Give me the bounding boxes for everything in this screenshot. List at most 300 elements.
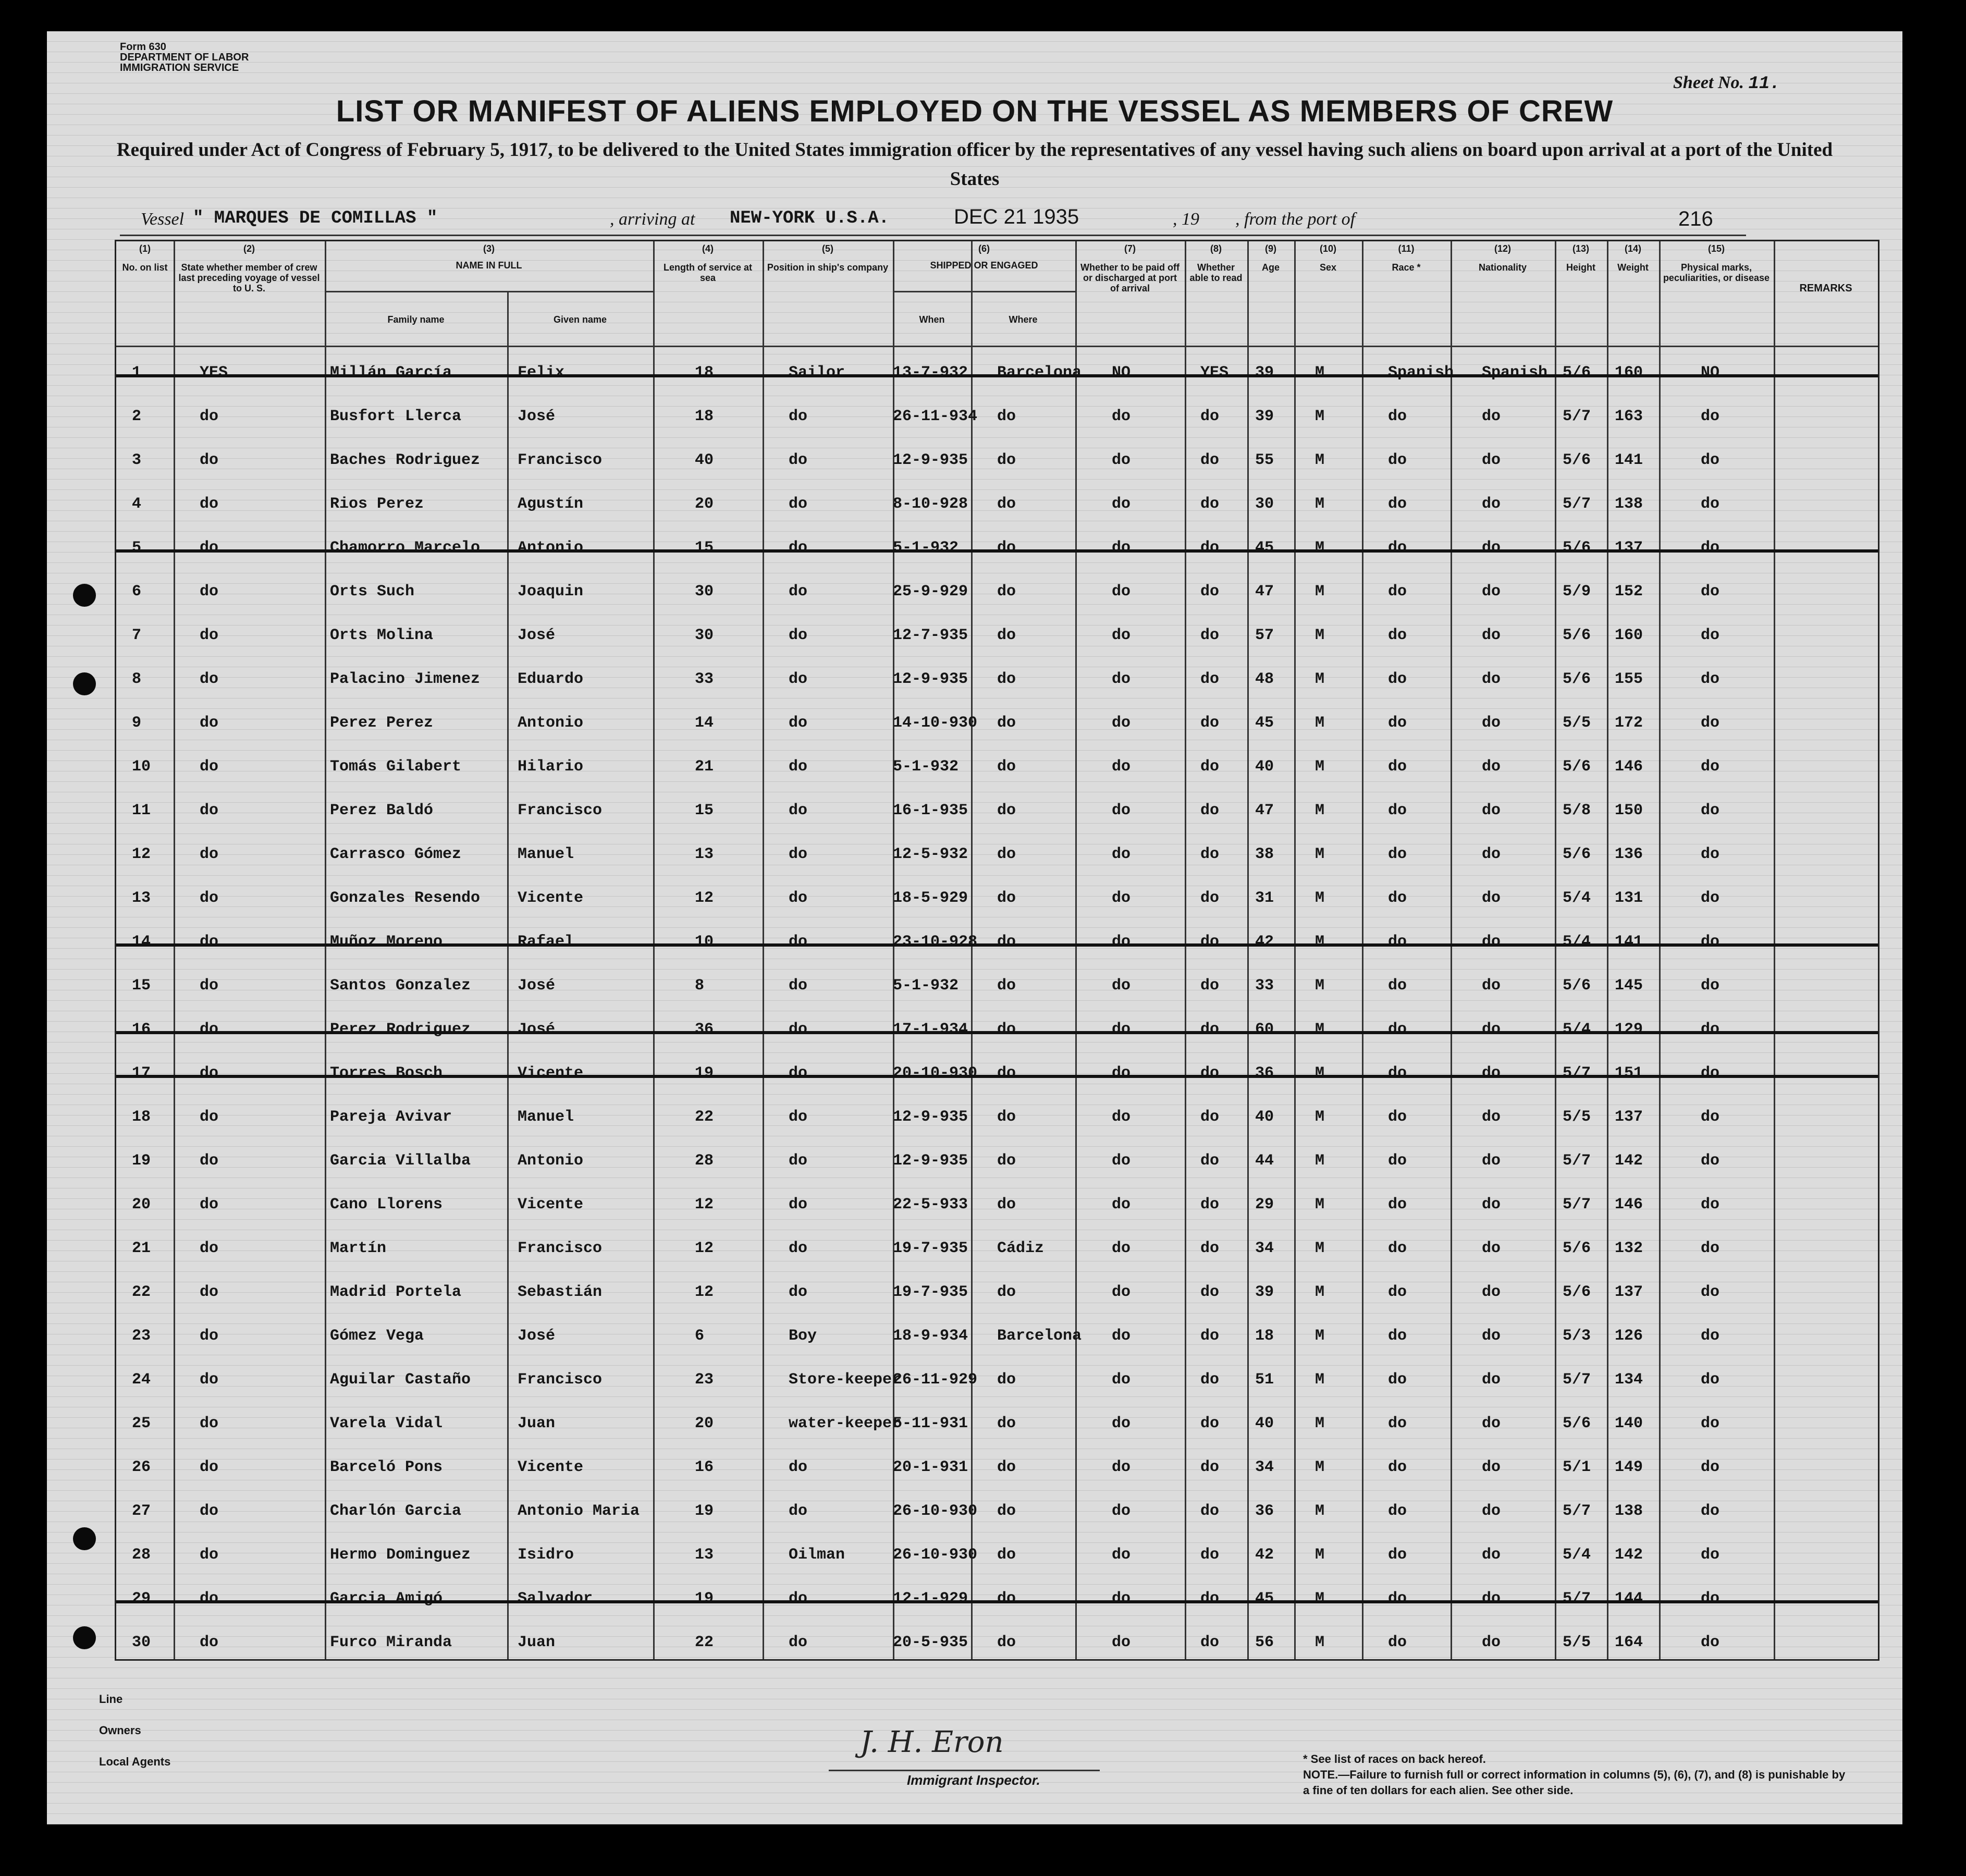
nationality: do: [1482, 1546, 1501, 1564]
column-number: (13): [1572, 243, 1589, 254]
row-number: 22: [132, 1283, 151, 1301]
age: 39: [1255, 1283, 1274, 1301]
prev-voyage: do: [200, 977, 219, 995]
shipped-where: do: [997, 408, 1016, 425]
nationality: do: [1482, 670, 1501, 688]
service-length: 15: [695, 539, 714, 557]
sex: M: [1315, 1152, 1325, 1170]
row-number: 13: [132, 889, 151, 907]
able-to-read: do: [1200, 889, 1220, 907]
prev-voyage: do: [200, 758, 219, 776]
nationality: do: [1482, 1415, 1501, 1432]
position: do: [789, 933, 808, 951]
physical-marks: do: [1701, 1196, 1720, 1213]
given-name: Sebastián: [518, 1283, 603, 1301]
position: Oilman: [789, 1546, 845, 1564]
nationality: do: [1482, 1064, 1501, 1082]
paid-off: do: [1112, 1415, 1131, 1432]
height: 5/3: [1563, 1327, 1591, 1345]
row-number: 24: [132, 1371, 151, 1389]
race: do: [1388, 889, 1407, 907]
row-number: 6: [132, 583, 142, 600]
table-row: [116, 835, 1878, 877]
service-length: 13: [695, 845, 714, 863]
paid-off: do: [1112, 1590, 1131, 1608]
column-number: (5): [822, 243, 833, 254]
able-to-read: do: [1200, 539, 1220, 557]
physical-marks: do: [1701, 1327, 1720, 1345]
race: do: [1388, 1064, 1407, 1082]
shipped-when: 20-10-930: [893, 1064, 978, 1082]
nationality: do: [1482, 1152, 1501, 1170]
shipped-when: 26-10-930: [893, 1546, 978, 1564]
table-row: [116, 529, 1878, 570]
family-name: Orts Such: [330, 583, 415, 600]
row-number: 21: [132, 1240, 151, 1257]
family-name: Tomás Gilabert: [330, 758, 462, 776]
prev-voyage: do: [200, 495, 219, 513]
row-number: 20: [132, 1196, 151, 1213]
weight: 144: [1615, 1590, 1643, 1608]
footer-notes: [1303, 1751, 1850, 1798]
family-name: Baches Rodriguez: [330, 451, 481, 469]
race: do: [1388, 408, 1407, 425]
table-row: [116, 572, 1878, 614]
column-number: (14): [1624, 243, 1641, 254]
service-length: 21: [695, 758, 714, 776]
height: 5/6: [1563, 1283, 1591, 1301]
sex: M: [1315, 495, 1325, 513]
able-to-read: do: [1200, 1240, 1220, 1257]
age: 55: [1255, 451, 1274, 469]
height: 5/7: [1563, 495, 1591, 513]
shipped-when: 16-1-935: [893, 802, 968, 819]
position: do: [789, 714, 808, 732]
given-name: José: [518, 627, 556, 644]
weight: 138: [1615, 1502, 1643, 1520]
sex: M: [1315, 714, 1325, 732]
physical-marks: do: [1701, 1064, 1720, 1082]
position: do: [789, 495, 808, 513]
shipped-when: 5-1-932: [893, 977, 959, 995]
paid-off: do: [1112, 1283, 1131, 1301]
weight: 155: [1615, 670, 1643, 688]
able-to-read: YES: [1200, 364, 1229, 382]
race: do: [1388, 802, 1407, 819]
table-row: [116, 1185, 1878, 1227]
shipped-where: do: [997, 583, 1016, 600]
prev-voyage: do: [200, 627, 219, 644]
paid-off: do: [1112, 1371, 1131, 1389]
given-name: Agustín: [518, 495, 584, 513]
service-length: 19: [695, 1502, 714, 1520]
line-label: Line: [99, 1693, 123, 1706]
arriving-label: , arriving at: [610, 210, 695, 229]
able-to-read: do: [1200, 451, 1220, 469]
row-number: 2: [132, 408, 142, 425]
given-name: Hilario: [518, 758, 584, 776]
row-number: 23: [132, 1327, 151, 1345]
position: do: [789, 1021, 808, 1038]
nationality: do: [1482, 1108, 1501, 1126]
service-length: 12: [695, 1240, 714, 1257]
shipped-when: 19-7-935: [893, 1283, 968, 1301]
table-row: [116, 441, 1878, 483]
table-row: [116, 704, 1878, 745]
shipped-when: 25-9-929: [893, 583, 968, 600]
height: 5/6: [1563, 670, 1591, 688]
physical-marks: do: [1701, 1371, 1720, 1389]
height: 5/7: [1563, 1590, 1591, 1608]
table-row: [116, 1623, 1878, 1665]
table-row: [116, 1317, 1878, 1358]
family-name: Millán García: [330, 364, 452, 382]
header-rule: [116, 346, 1878, 347]
vessel-number: 216: [1678, 207, 1713, 230]
paid-off: do: [1112, 845, 1131, 863]
nationality: do: [1482, 539, 1501, 557]
row-number: 8: [132, 670, 142, 688]
row-number: 19: [132, 1152, 151, 1170]
weight: 137: [1615, 1108, 1643, 1126]
given-name: Antonio Maria: [518, 1502, 640, 1520]
shipped-where: do: [997, 1108, 1016, 1126]
physical-marks: do: [1701, 714, 1720, 732]
height: 5/7: [1563, 1064, 1591, 1082]
paid-off: do: [1112, 1108, 1131, 1126]
family-name: Santos Gonzalez: [330, 977, 471, 995]
from-port-label: , from the port of: [1235, 210, 1356, 229]
crew-table: [115, 240, 1879, 1661]
race: do: [1388, 583, 1407, 600]
nationality: do: [1482, 627, 1501, 644]
prev-voyage: do: [200, 1546, 219, 1564]
able-to-read: do: [1200, 627, 1220, 644]
sex: M: [1315, 1196, 1325, 1213]
able-to-read: do: [1200, 1458, 1220, 1476]
service-length: 8: [695, 977, 705, 995]
shipped-where: do: [997, 1196, 1016, 1213]
column-header: Race *: [1392, 262, 1421, 273]
age: 45: [1255, 1590, 1274, 1608]
age: 45: [1255, 714, 1274, 732]
shipped-when: 19-7-935: [893, 1240, 968, 1257]
row-number: 4: [132, 495, 142, 513]
nationality: do: [1482, 758, 1501, 776]
physical-marks: do: [1701, 933, 1720, 951]
shipped-when: 12-9-935: [893, 670, 968, 688]
signature-rule: [829, 1770, 1100, 1771]
able-to-read: do: [1200, 977, 1220, 995]
table-row: [116, 1098, 1878, 1139]
paid-off: do: [1112, 802, 1131, 819]
paid-off: do: [1112, 539, 1131, 557]
race: do: [1388, 1371, 1407, 1389]
physical-marks: do: [1701, 1590, 1720, 1608]
column-number: (12): [1494, 243, 1511, 254]
service-length: 40: [695, 451, 714, 469]
shipped-where: do: [997, 627, 1016, 644]
age: 48: [1255, 670, 1274, 688]
shipped-where: do: [997, 977, 1016, 995]
row-number: 11: [132, 802, 151, 819]
prev-voyage: do: [200, 583, 219, 600]
shipped-where: do: [997, 758, 1016, 776]
position: do: [789, 408, 808, 425]
physical-marks: do: [1701, 1021, 1720, 1038]
table-row: [116, 923, 1878, 964]
able-to-read: do: [1200, 1327, 1220, 1345]
paid-off: do: [1112, 1327, 1131, 1345]
family-name: Muñoz Moreno: [330, 933, 443, 951]
nationality: do: [1482, 802, 1501, 819]
able-to-read: do: [1200, 1371, 1220, 1389]
able-to-read: do: [1200, 1152, 1220, 1170]
position: do: [789, 845, 808, 863]
physical-marks: do: [1701, 1152, 1720, 1170]
height: 5/5: [1563, 714, 1591, 732]
year-label: , 19: [1173, 210, 1199, 229]
table-row: [116, 1010, 1878, 1052]
sex: M: [1315, 1502, 1325, 1520]
shipped-when: 5-1-932: [893, 539, 959, 557]
weight: 150: [1615, 802, 1643, 819]
age: 36: [1255, 1064, 1274, 1082]
service-length: 22: [695, 1108, 714, 1126]
form-header: [120, 42, 249, 73]
shipped-when: 12-9-935: [893, 451, 968, 469]
shipped-where: do: [997, 670, 1016, 688]
paid-off: do: [1112, 1502, 1131, 1520]
sex: M: [1315, 933, 1325, 951]
column-number: (8): [1210, 243, 1222, 254]
shipped-where: do: [997, 1283, 1016, 1301]
table-row: [116, 791, 1878, 833]
physical-marks: do: [1701, 451, 1720, 469]
prev-voyage: do: [200, 1371, 219, 1389]
service-length: 19: [695, 1590, 714, 1608]
table-row: [116, 1448, 1878, 1490]
nationality: do: [1482, 1590, 1501, 1608]
table-row: [116, 966, 1878, 1008]
shipped-when: 8-10-928: [893, 495, 968, 513]
shipped-when: 17-1-934: [893, 1021, 968, 1038]
subheader-rule: [893, 291, 1075, 292]
sex: M: [1315, 583, 1325, 600]
weight: 164: [1615, 1634, 1643, 1651]
age: 30: [1255, 495, 1274, 513]
position: do: [789, 1064, 808, 1082]
page-title: LIST OR MANIFEST OF ALIENS EMPLOYED ON THE VESSEL AS MEMBERS OF CREW: [336, 94, 1614, 128]
table-row: [116, 1360, 1878, 1402]
physical-marks: do: [1701, 1546, 1720, 1564]
height: 5/6: [1563, 758, 1591, 776]
shipped-when: 26-10-930: [893, 1502, 978, 1520]
age: 34: [1255, 1458, 1274, 1476]
column-header: State whether member of crew last preceding voyage of vessel to U. S.: [178, 262, 320, 293]
height: 5/7: [1563, 1502, 1591, 1520]
prev-voyage: do: [200, 1634, 219, 1651]
service-length: 10: [695, 933, 714, 951]
shipped-when: 23-10-928: [893, 933, 978, 951]
inspector-label: Immigrant Inspector.: [907, 1772, 1040, 1788]
service-length: 16: [695, 1458, 714, 1476]
nationality: do: [1482, 583, 1501, 600]
nationality: do: [1482, 1634, 1501, 1651]
shipped-when: 18-9-934: [893, 1327, 968, 1345]
weight: 142: [1615, 1152, 1643, 1170]
physical-marks: NO: [1701, 364, 1720, 382]
race: do: [1388, 758, 1407, 776]
column-header: Height: [1566, 262, 1595, 273]
height: 5/6: [1563, 539, 1591, 557]
position: do: [789, 889, 808, 907]
family-name: Garcia Amigó: [330, 1590, 443, 1608]
column-header: Whether able to read: [1189, 262, 1243, 283]
race: do: [1388, 1327, 1407, 1345]
sex: M: [1315, 1371, 1325, 1389]
family-name: Torres Bosch: [330, 1064, 443, 1082]
service-length: 19: [695, 1064, 714, 1082]
prev-voyage: do: [200, 1108, 219, 1126]
age: 44: [1255, 1152, 1274, 1170]
race: do: [1388, 1634, 1407, 1651]
weight: 131: [1615, 889, 1643, 907]
height: 5/7: [1563, 1196, 1591, 1213]
paid-off: do: [1112, 714, 1131, 732]
service-length: 28: [695, 1152, 714, 1170]
weight: 145: [1615, 977, 1643, 995]
shipped-where: do: [997, 1634, 1016, 1651]
nationality: do: [1482, 1240, 1501, 1257]
prev-voyage: do: [200, 802, 219, 819]
race: do: [1388, 977, 1407, 995]
position: do: [789, 802, 808, 819]
height: 5/6: [1563, 1240, 1591, 1257]
vessel-line: [120, 203, 1746, 236]
given-name: Joaquin: [518, 583, 584, 600]
service-length: 12: [695, 889, 714, 907]
race: do: [1388, 1283, 1407, 1301]
position: do: [789, 977, 808, 995]
family-name: Varela Vidal: [330, 1415, 443, 1432]
height: 5/1: [1563, 1458, 1591, 1476]
column-subheader: Given name: [553, 314, 607, 325]
row-number: 17: [132, 1064, 151, 1082]
height: 5/7: [1563, 408, 1591, 425]
age: 39: [1255, 408, 1274, 425]
shipped-when: 14-10-930: [893, 714, 978, 732]
weight: 163: [1615, 408, 1643, 425]
race: do: [1388, 627, 1407, 644]
shipped-when: 26-11-934: [893, 408, 978, 425]
family-name: Barceló Pons: [330, 1458, 443, 1476]
weight: 160: [1615, 364, 1643, 382]
paid-off: NO: [1112, 364, 1131, 382]
row-number: 16: [132, 1021, 151, 1038]
position: do: [789, 1502, 808, 1520]
physical-marks: do: [1701, 802, 1720, 819]
race: do: [1388, 1502, 1407, 1520]
paid-off: do: [1112, 1546, 1131, 1564]
nationality: do: [1482, 408, 1501, 425]
shipped-where: do: [997, 539, 1016, 557]
age: 40: [1255, 1108, 1274, 1126]
position: do: [789, 1152, 808, 1170]
able-to-read: do: [1200, 845, 1220, 863]
family-name: Aguilar Castaño: [330, 1371, 471, 1389]
vessel-label: Vessel: [141, 210, 185, 229]
age: 45: [1255, 539, 1274, 557]
service-name: IMMIGRATION SERVICE: [120, 62, 239, 73]
shipped-where: Barcelona: [997, 1327, 1082, 1345]
family-name: Busfort Llerca: [330, 408, 462, 425]
race: Spanish: [1388, 364, 1454, 382]
prev-voyage: do: [200, 714, 219, 732]
weight: 126: [1615, 1327, 1643, 1345]
position: do: [789, 1108, 808, 1126]
shipped-where: do: [997, 1458, 1016, 1476]
department-name: DEPARTMENT OF LABOR: [120, 52, 249, 63]
family-name: Pareja Avivar: [330, 1108, 452, 1126]
position: do: [789, 1458, 808, 1476]
sex: M: [1315, 1283, 1325, 1301]
punch-hole: [73, 672, 96, 695]
height: 5/5: [1563, 1108, 1591, 1126]
paid-off: do: [1112, 627, 1131, 644]
service-length: 14: [695, 714, 714, 732]
position: do: [789, 583, 808, 600]
height: 5/5: [1563, 1634, 1591, 1651]
column-header: REMARKS: [1799, 283, 1852, 294]
age: 33: [1255, 977, 1274, 995]
sex: M: [1315, 1458, 1325, 1476]
physical-marks: do: [1701, 539, 1720, 557]
age: 57: [1255, 627, 1274, 644]
prev-voyage: YES: [200, 364, 228, 382]
given-name: Antonio: [518, 539, 584, 557]
sex: M: [1315, 408, 1325, 425]
nationality: do: [1482, 933, 1501, 951]
height: 5/6: [1563, 364, 1591, 382]
sex: M: [1315, 845, 1325, 863]
shipped-where: do: [997, 495, 1016, 513]
sex: M: [1315, 1021, 1325, 1038]
shipped-where: do: [997, 845, 1016, 863]
race: do: [1388, 1108, 1407, 1126]
prev-voyage: do: [200, 1415, 219, 1432]
height: 5/7: [1563, 1371, 1591, 1389]
table-row: [116, 747, 1878, 789]
age: 42: [1255, 933, 1274, 951]
service-length: 30: [695, 583, 714, 600]
physical-marks: do: [1701, 495, 1720, 513]
given-name: Eduardo: [518, 670, 584, 688]
inspector-signature: J. H. Eron: [860, 1725, 1004, 1759]
table-row: [116, 1404, 1878, 1446]
physical-marks: do: [1701, 1108, 1720, 1126]
position: do: [789, 758, 808, 776]
position: do: [789, 539, 808, 557]
paid-off: do: [1112, 1152, 1131, 1170]
weight: 160: [1615, 627, 1643, 644]
physical-marks: do: [1701, 408, 1720, 425]
race: do: [1388, 1021, 1407, 1038]
position: do: [789, 1590, 808, 1608]
position: Sailor: [789, 364, 845, 382]
paid-off: do: [1112, 758, 1131, 776]
weight: 136: [1615, 845, 1643, 863]
